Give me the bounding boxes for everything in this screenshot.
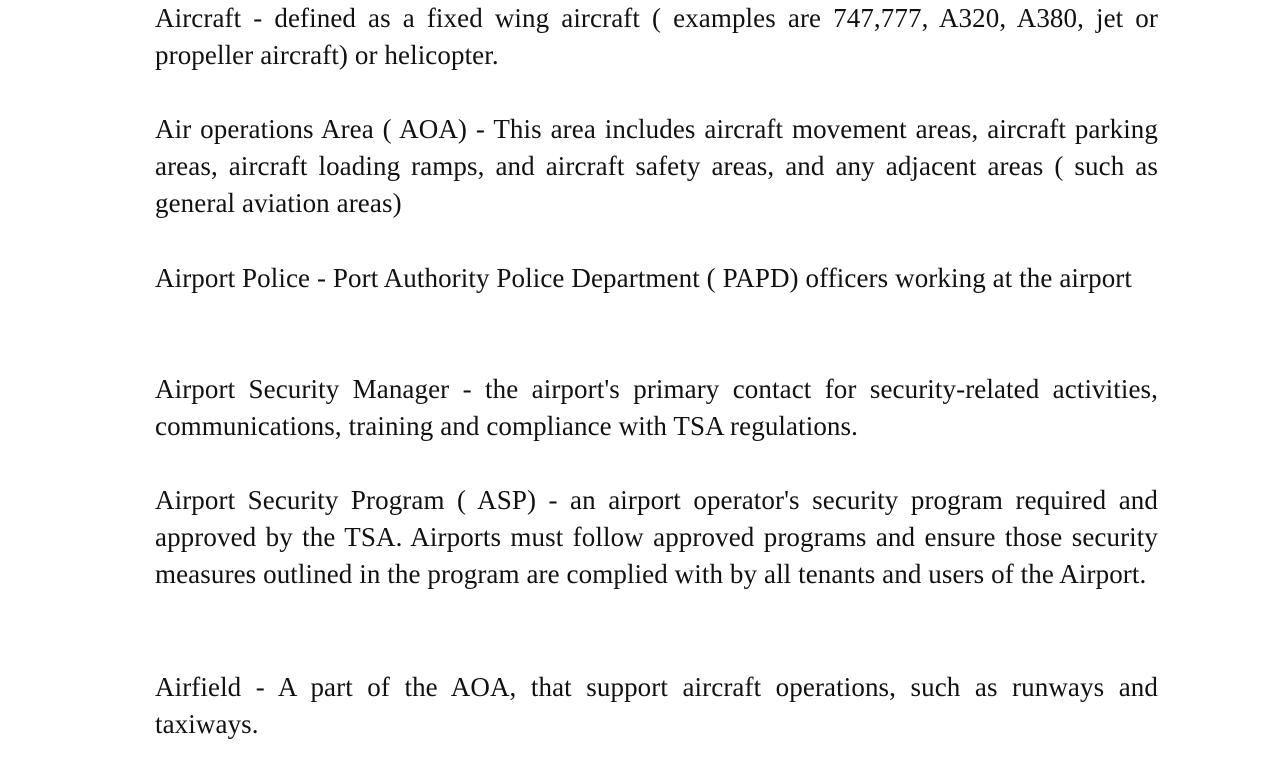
definition-airfield: Airfield - A part of the AOA, that support aircraft operations, such as runways and taxiways. — [155, 672, 1158, 739]
definition-aircraft: Aircraft - defined as a fixed wing aircraft ( examples are 747,777, A320, A380, jet or propeller aircraft) or helicopter. — [155, 3, 1158, 70]
definition-airport-security-manager: Airport Security Manager - the airport's primary contact for security-related activities, communications, training and compliance with TSA regulations. — [155, 374, 1158, 441]
definition-airport-police: Airport Police - Port Authority Police Department ( PAPD) officers working at the airport — [155, 263, 1132, 293]
definition-airport-security-program: Airport Security Program ( ASP) - an airport operator's security program required and approved by the TSA. Airports must follow approved programs and ensure those security measures outlined in the program are complied with by all tenants and users of the Airport. — [155, 485, 1158, 589]
definition-air-operations-area: Air operations Area ( AOA) - This area includes aircraft movement areas, aircraft parking areas, aircraft loading ramps, and aircraft safety areas, and any adjacent areas ( such as general aviation areas) — [155, 114, 1158, 218]
